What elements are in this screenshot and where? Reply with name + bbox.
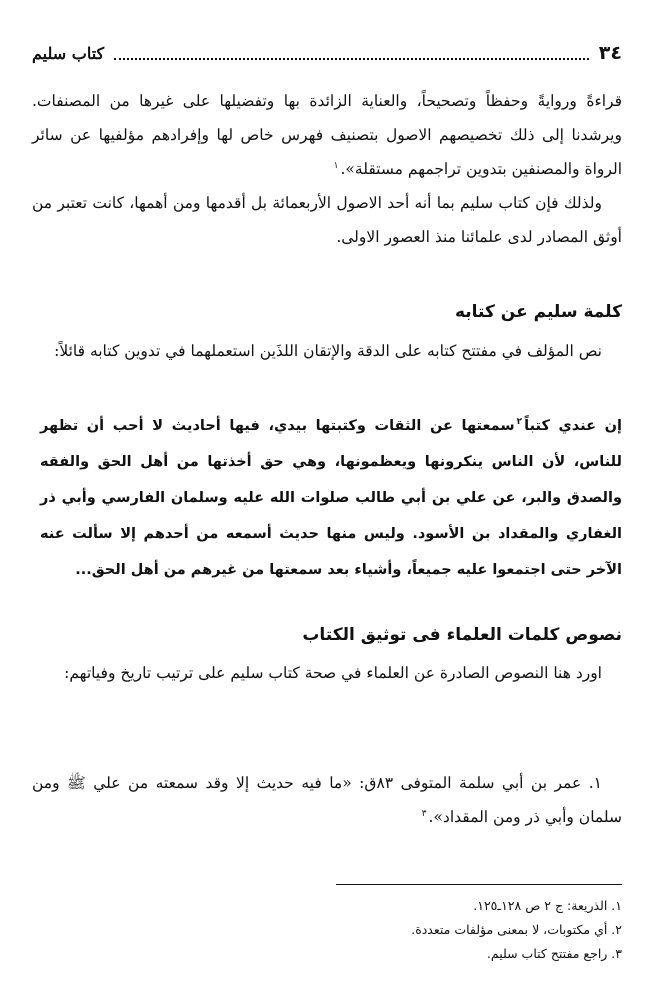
footnote-ref-3: ٣ <box>421 808 427 819</box>
section-intro-3 <box>32 656 622 690</box>
section-item-1 <box>32 766 622 834</box>
paragraph-1 <box>32 84 622 186</box>
salim-quote <box>40 408 622 588</box>
heading-salim-on-book: كلمة سليم عن كتابه <box>454 302 622 322</box>
list-item-text: ١. عمر بن أبي سلمة المتوفى ٨٣ق: «ما فيه حديث إلا وقد سمعته من علي ﷺ ومن سلمان وأبي ذر ومن المقداد». <box>32 774 622 826</box>
footnotes <box>300 894 622 966</box>
footnote-divider <box>336 884 622 885</box>
footnote-2: ٢. أي مكتوبات، لا بمعنى مؤلفات متعددة. <box>411 922 622 937</box>
page-number: ٣٤ <box>598 42 622 64</box>
paragraph-2: ولذلك فإن كتاب سليم بما أنه أحد الاصول الأربعمائة بل أقدمها ومن أهمها، كانت تعتبر من أوثق المصادر لدى علمائنا منذ العصور الاولى. <box>32 194 622 246</box>
intro-paragraph-3: اورد هنا النصوص الصادرة عن العلماء في صحة كتاب سليم على ترتيب تاريخ وفياتهم: <box>64 664 602 682</box>
quote-text-start: إن عندي كتباً <box>524 418 622 434</box>
paragraph-1-text: قراءةً وروايةً وحفظاً وتصحيحاً، والعناية الزائدة بها وتفضيلها على غيرها من المصنفات. ويرشدنا إلى ذلك تخصيصهم الاصول بتصنيف فهرس خاص لها وإفرادهم مؤلفيها عن سائر الرواة والمصنفين بتدوين تراجمهم مستقلة». <box>32 92 622 178</box>
section-opening <box>32 84 622 254</box>
footnote-ref-2: ٢ <box>516 417 523 428</box>
footnote-3: ٣. راجع مفتتح كتاب سليم. <box>486 946 622 961</box>
header-dotted-rule <box>114 46 589 60</box>
intro-paragraph-2: نص المؤلف في مفتتح كتابه على الدقة والإتقان اللذَين استعملهما في تدوين كتابه قائلاً: <box>54 342 602 360</box>
section-intro-2 <box>32 334 622 368</box>
footnote-1: ١. الذريعة: ج ٢ ص ١٢٨ـ١٢٥. <box>473 898 622 913</box>
running-title: كتاب سليم <box>32 43 105 63</box>
quote-text-rest: سمعتها عن الثقات وكتبتها بيدي، فيها أحاديث لا أحب أن تظهر للناس، لأن الناس ينكرونها ويعظمونها، وهي حق أخذتها من أهل الحق والفقه والصدق والبر، عن علي بن أبي طالب صلوات الله عليه وسلمان الفارسي وأبي ذر الغفاري والمقداد بن الأسود. وليس منها حديث أسمعه من أحدهم إلا سألت عنه الآخر حتى اجتمعوا عليه جميعاً، وأشياء بعد سمعتها من غيرهم من أهل الحق... <box>40 418 622 578</box>
footnote-ref-1: ١ <box>333 160 339 171</box>
list-item <box>32 766 622 834</box>
running-header <box>32 40 622 66</box>
heading-scholars-texts: نصوص كلمات العلماء فى توثيق الكتاب <box>302 625 622 645</box>
